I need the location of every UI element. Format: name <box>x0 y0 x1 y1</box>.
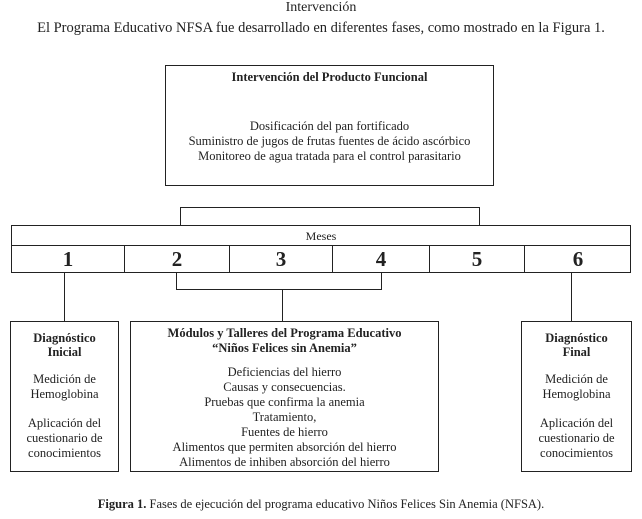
modules-topic: Pruebas que confirma la anemia <box>204 395 365 409</box>
month-4: 4 <box>375 246 387 271</box>
bracket-right-leg <box>381 273 382 290</box>
final-diagnosis-title: Diagnóstico <box>545 331 608 345</box>
modules-topic: Causas y consecuencias. <box>223 380 346 394</box>
initial-diagnosis-item: conocimientos <box>28 446 101 460</box>
modules-topic: Tratamiento, <box>252 410 317 424</box>
functional-product-line: Dosificación del pan fortificado <box>249 119 410 133</box>
connector-month-1 <box>64 273 65 321</box>
education-modules-box <box>130 321 439 472</box>
initial-diagnosis-title: Diagnóstico <box>33 331 96 345</box>
initial-diagnosis-item: cuestionario de <box>26 431 103 445</box>
bracket-bottom <box>176 289 382 290</box>
modules-topic: Deficiencias del hierro <box>227 365 342 379</box>
initial-diagnosis-item: Hemoglobina <box>30 387 99 401</box>
functional-product-box <box>165 65 494 186</box>
caption-text: Fases de ejecución del programa educativo Niños Felices Sin Anemia (NFSA). <box>149 497 545 511</box>
intro-paragraph: El Programa Educativo NFSA fue desarrollado en diferentes fases, como mostrado en la Figura 1. <box>37 20 605 36</box>
top-bracket-line <box>180 207 480 208</box>
final-diagnosis-item: conocimientos <box>540 446 613 460</box>
section-heading: Intervención <box>285 0 357 15</box>
final-diagnosis-item: Hemoglobina <box>542 387 611 401</box>
final-diagnosis-item: Aplicación del <box>539 416 614 430</box>
month-5: 5 <box>471 246 483 271</box>
initial-diagnosis-item: Medición de <box>33 372 96 386</box>
final-diagnosis-title: Final <box>562 345 591 359</box>
figure-caption <box>0 497 642 512</box>
modules-title: Módulos y Talleres del Programa Educativo <box>167 326 402 340</box>
modules-topic: Alimentos que permiten absorción del hierro <box>172 440 397 454</box>
caption-label: Figura 1. <box>97 497 147 511</box>
months-label: Meses <box>305 229 337 243</box>
initial-diagnosis-item: Aplicación del <box>27 416 102 430</box>
functional-product-line: Monitoreo de agua tratada para el control parasitario <box>198 149 461 163</box>
connector-middle <box>282 289 283 321</box>
final-diagnosis-item: cuestionario de <box>538 431 615 445</box>
connector-month-6 <box>571 273 572 321</box>
bracket-left-leg <box>176 273 177 290</box>
month-numbers-row <box>11 245 631 273</box>
initial-diagnosis-box <box>10 321 119 472</box>
month-3: 3 <box>275 246 287 271</box>
month-2: 2 <box>171 246 183 271</box>
functional-product-line: Suministro de jugos de frutas fuentes de ácido ascórbico <box>188 134 471 148</box>
modules-topic: Fuentes de hierro <box>241 425 328 439</box>
month-1: 1 <box>62 246 74 271</box>
functional-product-title: Intervención del Producto Funcional <box>231 70 428 84</box>
final-diagnosis-box <box>521 321 632 472</box>
top-bracket-right <box>479 207 480 225</box>
modules-topic: Alimentos de inhiben absorción del hierro <box>179 455 390 469</box>
month-6: 6 <box>572 246 584 271</box>
initial-diagnosis-title: Inicial <box>47 345 82 359</box>
months-header <box>11 225 631 246</box>
top-bracket-left <box>180 207 181 225</box>
final-diagnosis-item: Medición de <box>545 372 608 386</box>
modules-title: “Niños Felices sin Anemia” <box>212 341 357 355</box>
